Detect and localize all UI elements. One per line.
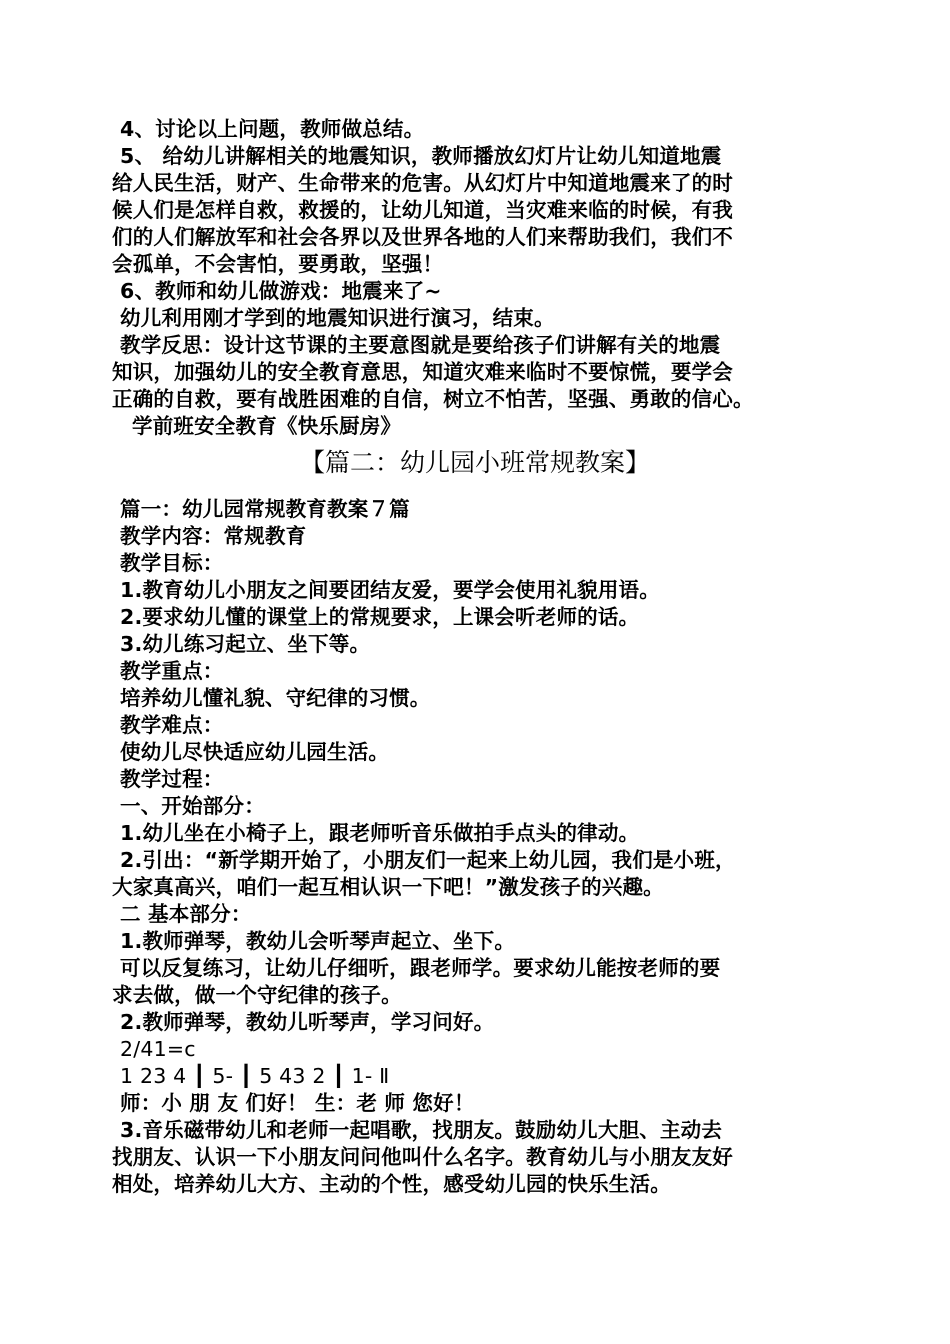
section-heading: 【篇二：幼儿园小班常规教案】 [299,448,650,477]
paragraph-line: 教学过程： [120,767,224,791]
section-routine-lesson [112,496,852,1198]
paragraph-line: 1.教育幼儿小朋友之间要团结友爱，要学会使用礼貌用语。 [120,578,660,602]
paragraph-line: 3.幼儿练习起立、坐下等。 [120,632,371,656]
paragraph-line: 教学重点： [120,659,224,683]
paragraph-line: 知识，加强幼儿的安全教育意思，知道灾难来临时不要惊慌，要学会 [112,360,733,384]
paragraph-line: 教学内容：常规教育 [120,524,307,548]
paragraph-line: 可以反复练习，让幼儿仔细听，跟老师学。要求幼儿能按老师的要 [120,956,721,980]
paragraph-line: 二 基本部分： [120,902,252,926]
paragraph-line: 6、教师和幼儿做游戏：地震来了~ [120,279,442,303]
paragraph-line: 教学目标： [120,551,224,575]
paragraph-line: 教学反思：设计这节课的主要意图就是要给孩子们讲解有关的地震 [120,333,721,357]
paragraph-line: 相处，培养幼儿大方、主动的个性，感受幼儿园的快乐生活。 [112,1172,671,1196]
section-earthquake-lesson [112,116,852,440]
paragraph-line: 幼儿利用刚才学到的地震知识进行演习，结束。 [120,306,555,330]
paragraph-line: 使幼儿尽快适应幼儿园生活。 [120,740,390,764]
music-notation-line: 2/41=c [120,1037,196,1061]
paragraph-line: 1.教师弹琴，教幼儿会听琴声起立、坐下。 [120,929,516,953]
paragraph-line: 们的人们解放军和社会各界以及世界各地的人们来帮助我们，我们不 [112,225,733,249]
paragraph-line: 求去做，做一个守纪律的孩子。 [112,983,402,1007]
paragraph-line: 篇一：幼儿园常规教育教案７篇 [120,497,410,521]
paragraph-line: 2.引出：“新学期开始了，小朋友们一起来上幼儿园，我们是小班， [120,848,736,872]
paragraph-line: 培养幼儿懂礼貌、守纪律的习惯。 [120,686,431,710]
paragraph-line: 候人们是怎样自救，救援的，让幼儿知道，当灾难来临的时候，有我 [112,198,733,222]
paragraph-line: 大家真高兴，咱们一起互相认识一下吧！”激发孩子的兴趣。 [112,875,664,899]
music-notation-line: 1 23 4 ┃ 5- ┃ 5 43 2 ┃ 1- Ⅱ [120,1064,390,1088]
paragraph-line: 找朋友、认识一下小朋友问问他叫什么名字。教育幼儿与小朋友友好 [112,1145,733,1169]
paragraph-line: 1.幼儿坐在小椅子上，跟老师听音乐做拍手点头的律动。 [120,821,640,845]
lyric-line: 师：小 朋 友 们好！ 生：老 师 您好！ [120,1091,475,1115]
paragraph-line: 学前班安全教育《快乐厨房》 [132,414,402,438]
paragraph-line: 教学难点： [120,713,224,737]
paragraph-line: 一、开始部分： [120,794,265,818]
paragraph-line: 给人民生活，财产、生命带来的危害。从幻灯片中知道地震来了的时 [112,171,733,195]
paragraph-line: 2.教师弹琴，教幼儿听琴声，学习问好。 [120,1010,495,1034]
paragraph-line: 2.要求幼儿懂的课堂上的常规要求，上课会听老师的话。 [120,605,640,629]
paragraph-line: 3.音乐磁带幼儿和老师一起唱歌，找朋友。鼓励幼儿大胆、主动去 [120,1118,723,1142]
paragraph-line: 正确的自救，要有战胜困难的自信，树立不怕苦，坚强、勇敢的信心。 [112,387,754,411]
paragraph-line: 5、 给幼儿讲解相关的地震知识，教师播放幻灯片让幼儿知道地震 [120,144,722,168]
paragraph-line: 会孤单，不会害怕，要勇敢，坚强！ [112,252,444,276]
paragraph-line: 4、讨论以上问题，教师做总结。 [120,117,425,141]
